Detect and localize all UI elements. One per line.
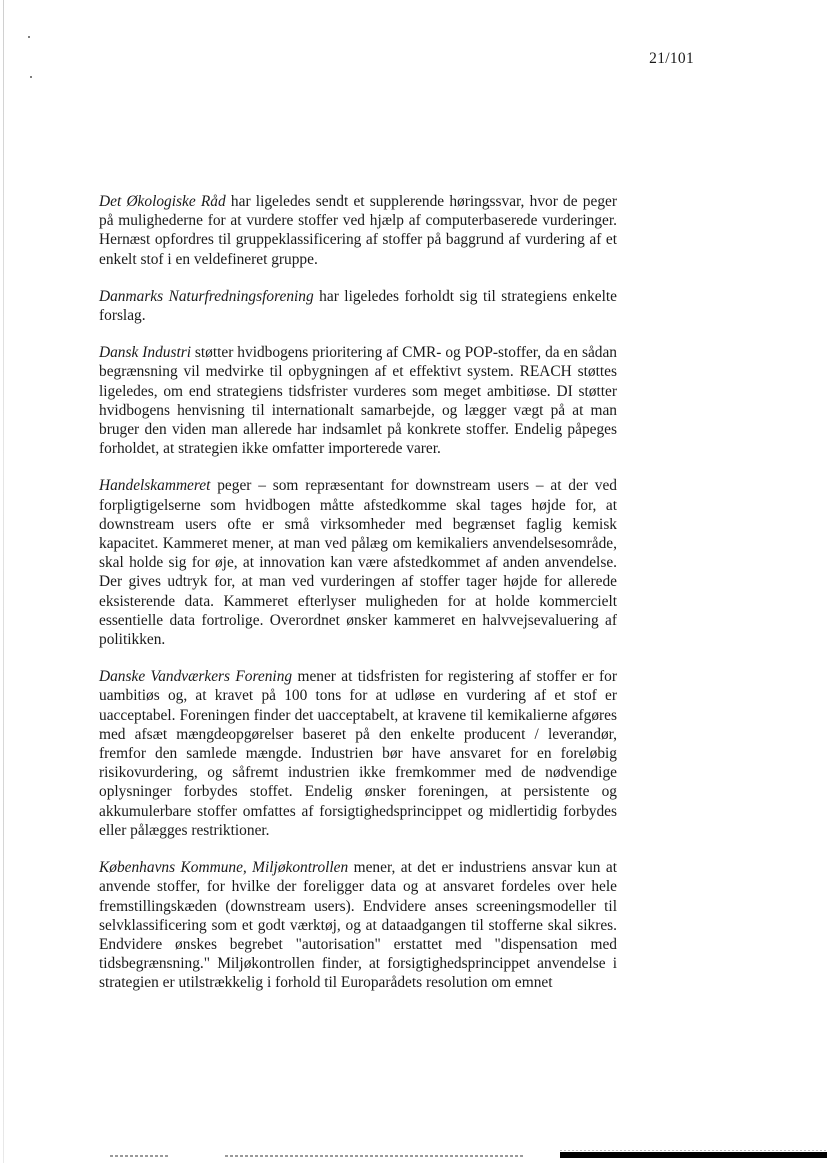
scan-edge-shadow	[3, 0, 4, 1163]
document-body	[99, 192, 617, 1011]
organization-name: Danmarks Naturfredningsforening	[99, 287, 314, 305]
paragraph-handelskammeret	[99, 476, 617, 649]
scan-artifact-line	[110, 1155, 170, 1157]
paragraph-dansk-industri	[99, 343, 617, 458]
paragraph-okologiske-raad	[99, 192, 617, 269]
page-number: 21/101	[649, 50, 694, 67]
scan-artifact-line	[560, 1150, 827, 1151]
paragraph-text: mener, at det er industriens ansvar kun at anvende stoffer, for hvilke der foreligger data og at ansvaret fordeles over hele fremstillingskæden (downstream users). Endvidere anses screeningsmodeller til selvklassificering som et godt værktøj, og at dataadgangen til stofferne skal sikres. Endvidere ønskes begrebet "autorisation" erstattet med "dispensation med tidsbegrænsning." Miljøkontrollen finder, at forsigtighedsprincippet anvendelse i strategien er utilstrækkelig i forhold til Europarådets resolution om emnet	[99, 859, 617, 992]
paragraph-text: har ligeledes forholdt sig til strategiens enkelte forslag.	[99, 287, 617, 325]
paragraph-kobenhavns-kommune	[99, 858, 617, 992]
organization-name: Københavns Kommune, Miljøkontrollen	[99, 859, 349, 877]
organization-name: Danske Vandværkers Forening	[99, 668, 293, 686]
scan-speck	[28, 36, 30, 38]
paragraph-vandvaerkers-forening	[99, 667, 617, 840]
paragraph-text: mener at tidsfristen for registering af stoffer er for uambitiøs og, at kravet på 100 tons for at udløse en vurdering af et stof er uacceptabel. Foreningen finder det uacceptabelt, at kravene til kemikalierne afgøres med afsæt mængdeopgørelser baseret på den enkelte producent / leverandør, fremfor den samlede mængde. Industrien bør have ansvaret for en foreløbig risikovurdering, og såfremt industrien ikke fremkommer med de nødvendige oplysninger forbydes stoffet. Endelig ønsker foreningen, at persistente og akkumulerbare stoffer omfattes af forsigtighedsprincippet og midlertidig forbydes eller pålægges restriktioner.	[99, 668, 617, 839]
organization-name: Dansk Industri	[99, 344, 191, 362]
paragraph-text: støtter hvidbogens prioritering af CMR- og POP-stoffer, da en sådan begrænsning vil medvirke til opbygningen af et effektivt system. REACH støttes ligeledes, om end strategiens tidsfrister vurderes som meget ambitiøse. DI støtter hvidbogens henvisning til internationalt samarbejde, og lægger vægt på at man bruger den viden man allerede har indsamlet på konkrete stoffer. Endelig påpeges forholdet, at strategien ikke omfatter importerede varer.	[99, 344, 618, 458]
paragraph-text: peger – som repræsentant for downstream users – at der ved forpligtigelserne som hvidbogen måtte afstedkomme skal tages højde for, at downstream users ofte er små virksomheder med begrænset faglig kemisk kapacitet. Kammeret mener, at man ved pålæg om kemikaliers anvendelsesområde, skal holde sig for øje, at innovation kan være afstedkommet af anden anvendelse. Der gives udtryk for, at man ved vurderingen af stoffer tager højde for allerede eksisterende data. Kammeret efterlyser muligheden for at holde kommercielt essentielle data fortrolige. Overordnet ønsker kammeret en halvvejsevaluering af politikken.	[99, 477, 617, 649]
scan-border-bar	[560, 1152, 827, 1158]
scan-speck	[30, 76, 32, 78]
paragraph-text: har ligeledes sendt et supplerende høringssvar, hvor de peger på mulighederne for at vurdere stoffer ved hjælp af computerbaserede vurderinger. Hernæst opfordres til gruppeklassificering af stoffer på baggrund af vurdering af et enkelt stof i en veldefineret gruppe.	[99, 193, 617, 268]
paragraph-naturfredningsforening	[99, 287, 617, 325]
scan-artifact-line	[225, 1155, 525, 1157]
organization-name: Det Økologiske Råd	[99, 193, 226, 210]
organization-name: Handelskammeret	[99, 477, 211, 495]
